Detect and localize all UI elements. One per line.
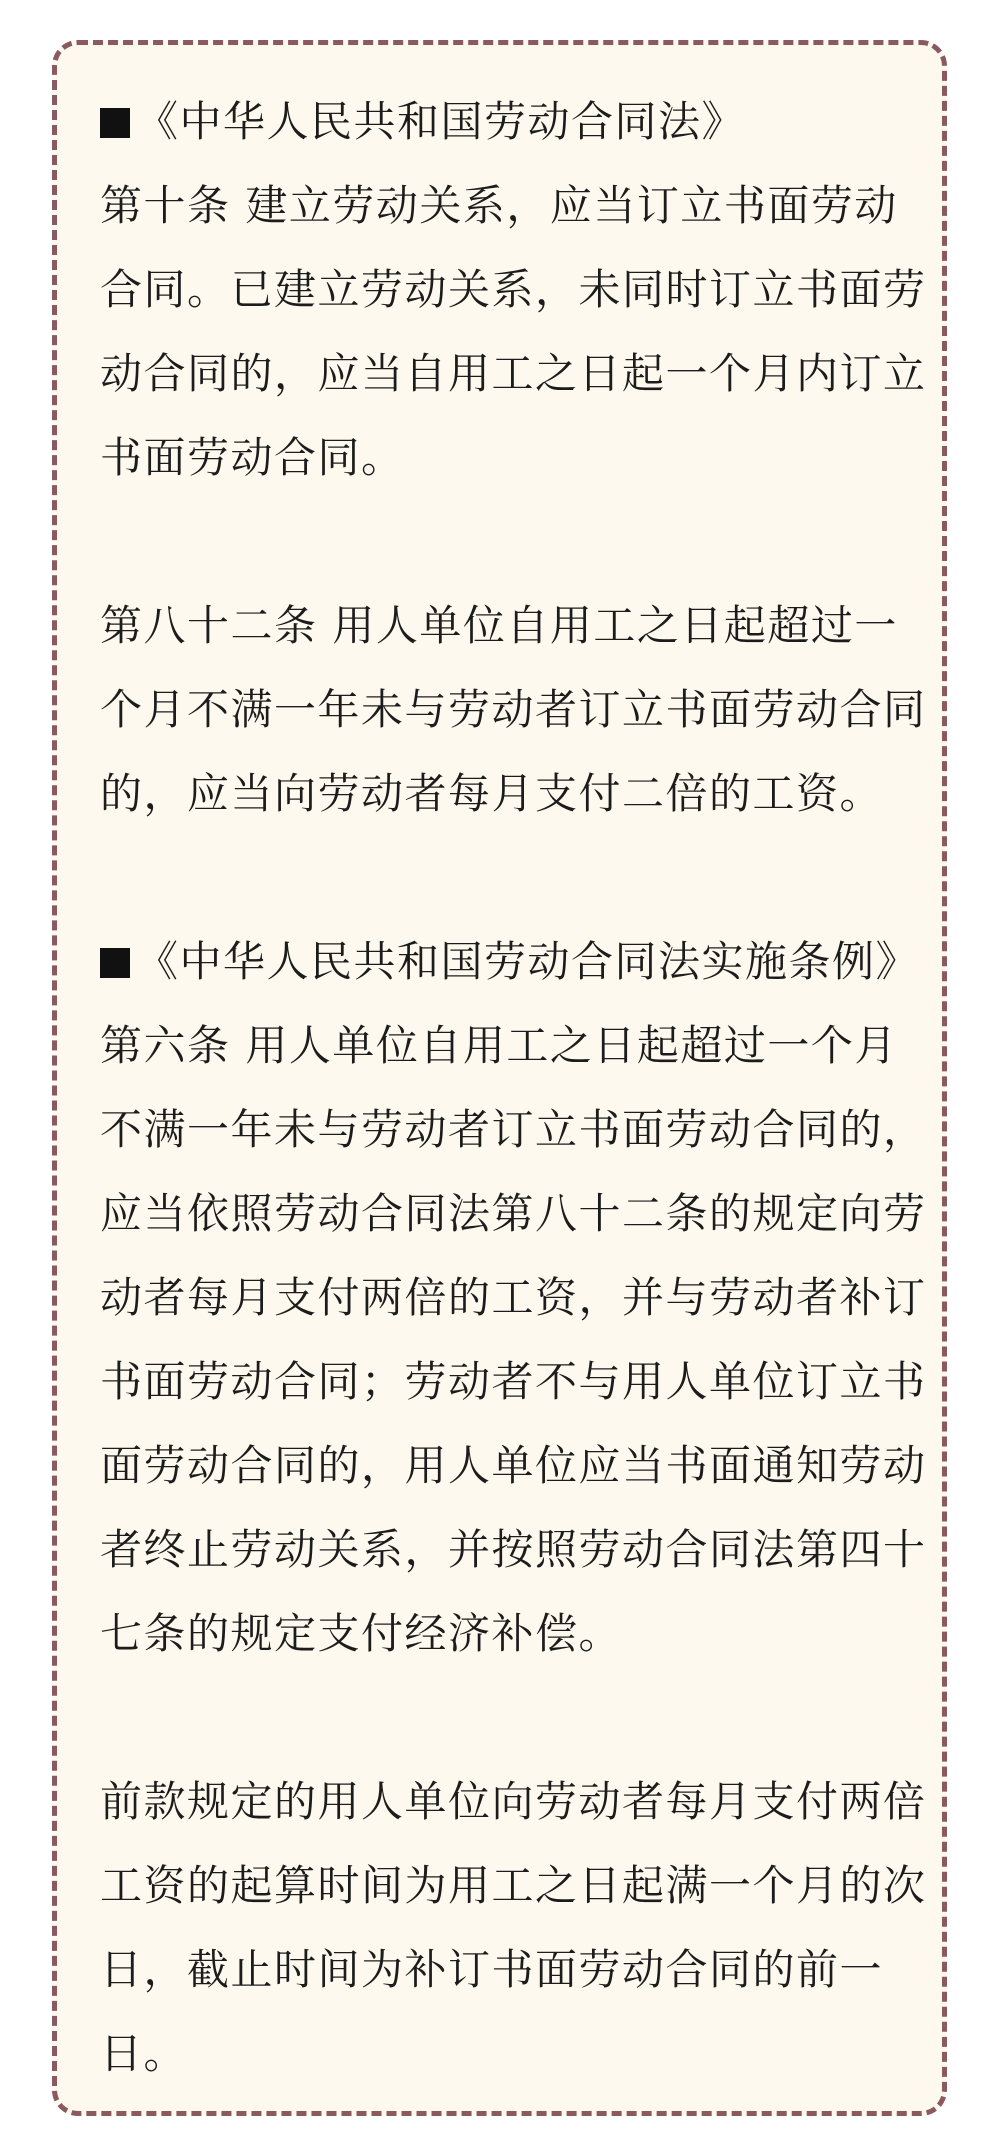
text-line: 七条的规定支付经济补偿。 <box>100 1609 623 1658</box>
paragraph-spacer <box>100 1676 920 1760</box>
text-line: 应当依照劳动合同法第八十二条的规定向劳 <box>100 1189 927 1238</box>
article-paragraph <box>100 164 927 500</box>
paragraph-spacer <box>100 500 920 584</box>
text-line: 的，应当向劳动者每月支付二倍的工资。 <box>100 769 884 818</box>
square-bullet-icon <box>100 948 130 978</box>
text-line: 不满一年未与劳动者订立书面劳动合同的， <box>100 1105 927 1154</box>
article-paragraph <box>100 584 927 836</box>
text-line: 合同。已建立劳动关系，未同时订立书面劳 <box>100 265 927 314</box>
law-title: 《中华人民共和国劳动合同法实施条例》 <box>136 937 920 986</box>
text-line: 书面劳动合同。 <box>100 433 405 482</box>
text-line: 前款规定的用人单位向劳动者每月支付两倍 <box>100 1777 927 1826</box>
text-line: 第十条 建立劳动关系，应当订立书面劳动 <box>100 181 898 230</box>
law-heading <box>100 920 920 1004</box>
text-line: 工资的起算时间为用工之日起满一个月的次 <box>100 1861 927 1910</box>
text-line: 第八十二条 用人单位自用工之日起超过一 <box>100 601 898 650</box>
text-line: 面劳动合同的，用人单位应当书面通知劳动 <box>100 1441 927 1490</box>
law-title: 《中华人民共和国劳动合同法》 <box>136 97 746 146</box>
text-line: 者终止劳动关系，并按照劳动合同法第四十 <box>100 1525 927 1574</box>
article-paragraph <box>100 1004 927 1676</box>
text-line: 动者每月支付两倍的工资，并与劳动者补订 <box>100 1273 927 1322</box>
text-line: 个月不满一年未与劳动者订立书面劳动合同 <box>100 685 927 734</box>
law-heading <box>100 80 920 164</box>
paragraph-spacer <box>100 836 920 920</box>
text-line: 日。 <box>100 2029 188 2078</box>
legal-text-content <box>100 80 927 2096</box>
text-line: 日，截止时间为补订书面劳动合同的前一 <box>100 1945 884 1994</box>
article-paragraph <box>100 1760 927 2096</box>
square-bullet-icon <box>100 108 130 138</box>
text-line: 书面劳动合同；劳动者不与用人单位订立书 <box>100 1357 927 1406</box>
text-line: 第六条 用人单位自用工之日起超过一个月 <box>100 1021 898 1070</box>
text-line: 动合同的，应当自用工之日起一个月内订立 <box>100 349 927 398</box>
